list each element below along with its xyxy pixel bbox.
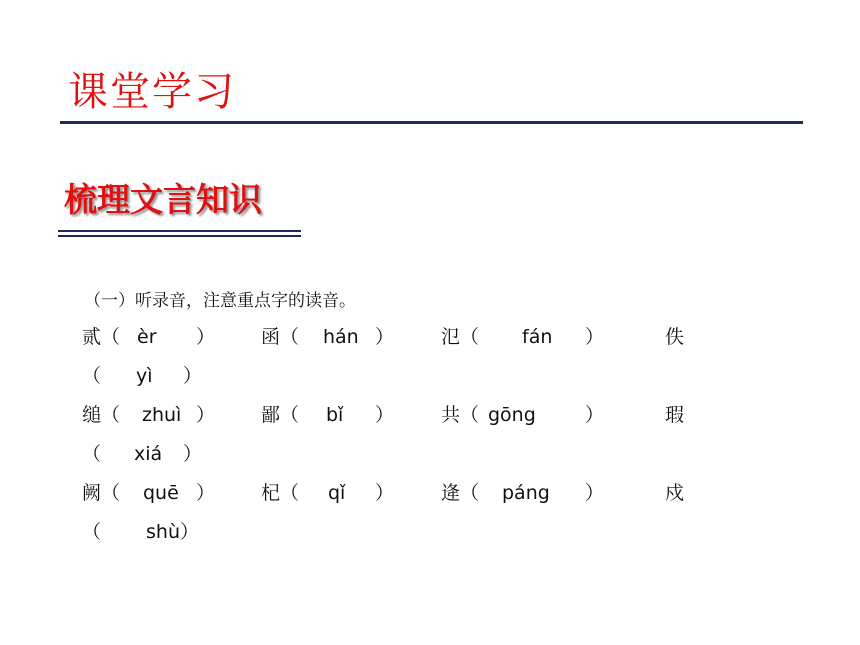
char-label: 函（ bbox=[261, 326, 300, 348]
pinyin-answer: shù） bbox=[146, 521, 199, 543]
title-divider bbox=[60, 121, 803, 124]
pinyin-answer: èr bbox=[137, 326, 157, 348]
paren-open: （ bbox=[82, 521, 102, 543]
pinyin-answer: bǐ bbox=[326, 404, 344, 426]
pinyin-answer: xiá bbox=[134, 443, 163, 465]
pinyin-answer: hán bbox=[323, 326, 359, 348]
paren-close: ） bbox=[585, 482, 605, 504]
pinyin-row bbox=[0, 480, 860, 506]
pinyin-row bbox=[0, 402, 860, 428]
pinyin-answer: quē bbox=[143, 482, 179, 504]
pinyin-answer: fán bbox=[522, 326, 553, 348]
section-underline-bottom bbox=[58, 235, 301, 237]
section-underline-top bbox=[58, 230, 301, 232]
char-label: 阙（ bbox=[82, 482, 121, 504]
char-label: 戍 bbox=[665, 482, 685, 504]
paren-close: ） bbox=[585, 404, 605, 426]
char-label: 贰（ bbox=[82, 326, 121, 348]
section-title: 梳理文言知识 bbox=[64, 180, 262, 219]
char-label: 缒（ bbox=[82, 404, 121, 426]
pinyin-row bbox=[0, 519, 860, 545]
pinyin-answer: páng bbox=[502, 482, 550, 504]
pinyin-row bbox=[0, 441, 860, 467]
char-label: 杞（ bbox=[261, 482, 300, 504]
pinyin-row bbox=[0, 324, 860, 350]
paren-close: ） bbox=[183, 365, 203, 387]
char-label: 逄（ bbox=[441, 482, 480, 504]
pinyin-answer: zhuì bbox=[142, 404, 182, 426]
paren-close: ） bbox=[375, 326, 395, 348]
paren-close: ） bbox=[375, 404, 395, 426]
paren-close: ） bbox=[196, 326, 216, 348]
char-label: 鄙（ bbox=[261, 404, 300, 426]
paren-close: ） bbox=[196, 482, 216, 504]
paren-close: ） bbox=[196, 404, 216, 426]
page-title: 课堂学习 bbox=[68, 69, 236, 115]
pinyin-answer: qǐ bbox=[328, 482, 346, 504]
char-label: 共（ bbox=[441, 404, 480, 426]
paren-close: ） bbox=[183, 443, 203, 465]
char-label: 氾（ bbox=[441, 326, 480, 348]
pinyin-answer: gōng bbox=[488, 404, 536, 426]
pinyin-row bbox=[0, 363, 860, 389]
char-label: 瑕 bbox=[665, 404, 685, 426]
paren-close: ） bbox=[375, 482, 395, 504]
paren-open: （ bbox=[82, 365, 102, 387]
paren-open: （ bbox=[82, 443, 102, 465]
paren-close: ） bbox=[585, 326, 605, 348]
pinyin-answer: yì bbox=[136, 365, 153, 387]
instruction-text: （一）听录音，注意重点字的读音。 bbox=[84, 291, 356, 311]
char-label: 佚 bbox=[665, 326, 685, 348]
